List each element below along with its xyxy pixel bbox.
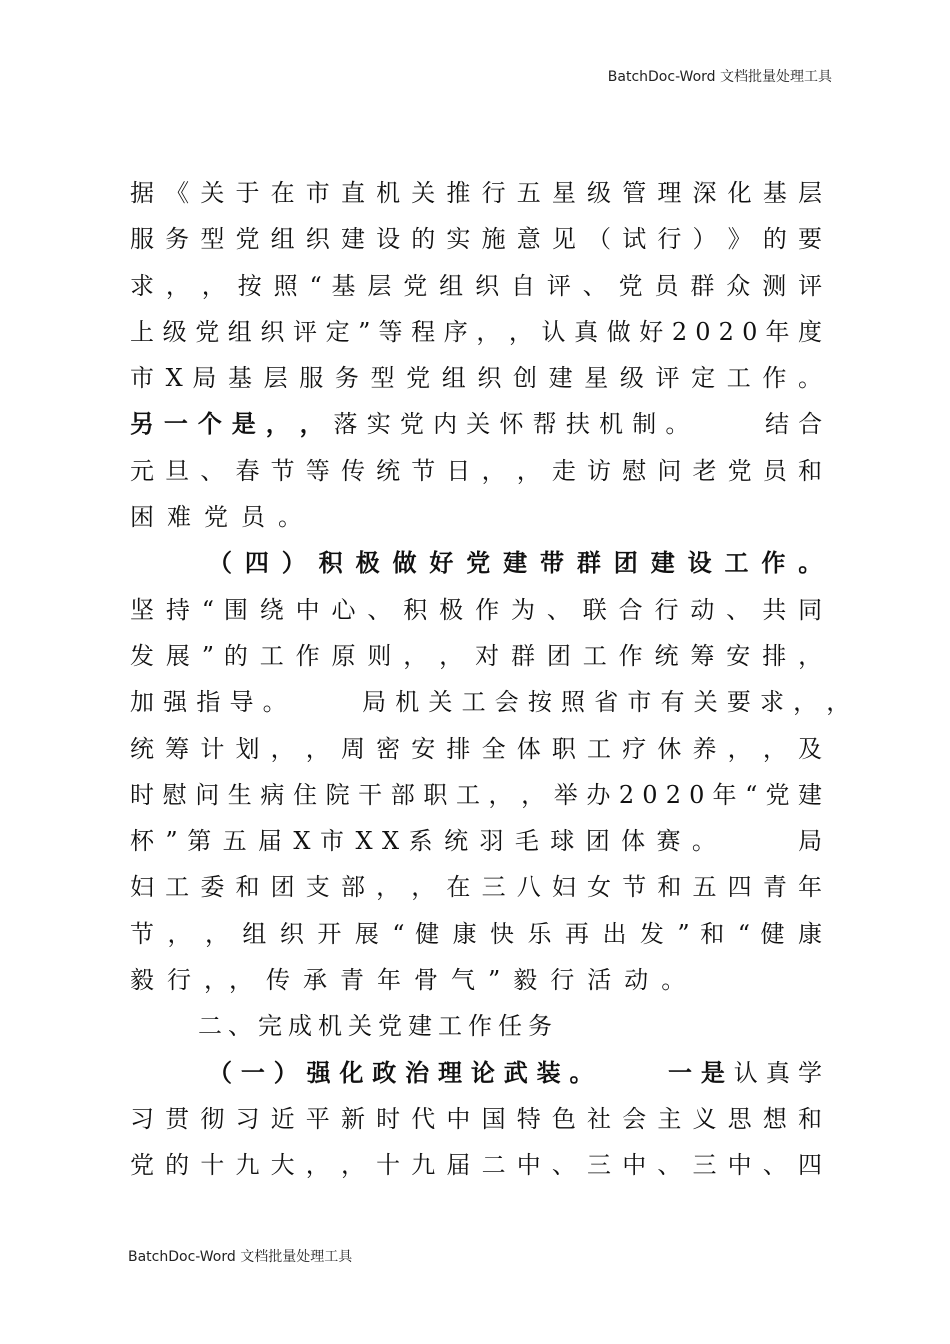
paragraph-line: 加 强 指 导 。 局 机 关 工 会 按 照 省 市 有 关 要 求 ， ， xyxy=(130,688,851,717)
paragraph-line: 上 级 党 组 织 评 定 ” 等 程 序 ， ， 认 真 做 好 2 0 2 0 年 度 xyxy=(130,317,823,346)
paragraph-line: 市 X 局 基 层 服 务 型 党 组 织 创 建 星 级 评 定 工 作 。 xyxy=(130,364,822,393)
paragraph-line: 坚 持 “ 围 绕 中 心 、 积 极 作 为 、 联 合 行 动 、 共 同 xyxy=(130,595,823,624)
document-body xyxy=(130,170,850,1189)
subsection-heading: （ 一 ） 强 化 政 治 理 论 武 装 。 一 是 认 真 学 xyxy=(208,1057,823,1087)
page-footer: BatchDoc-Word 文档批量处理工具 xyxy=(128,1249,353,1265)
paragraph-line: 发 展 ” 的 工 作 原 则 ， ， 对 群 团 工 作 统 筹 安 排 ， xyxy=(130,641,823,670)
page-header: BatchDoc-Word 文档批量处理工具 xyxy=(607,69,832,85)
paragraph-line: 统 筹 计 划 ， ， 周 密 安 排 全 体 职 工 疗 休 养 ， ， 及 xyxy=(130,734,822,763)
paragraph-line: 据 《 关 于 在 市 直 机 关 推 行 五 星 级 管 理 深 化 基 层 xyxy=(130,179,822,207)
paragraph-line: 服 务 型 党 组 织 建 设 的 实 施 意 见 （ 试 行 ） 》 的 要 xyxy=(130,225,822,254)
paragraph-line: 杯 ” 第 五 届 X 市 X X 系 统 羽 毛 球 团 体 赛 。 局 xyxy=(130,827,823,856)
paragraph-line: 另 一 个 是 ， ， 落 实 党 内 关 怀 帮 扶 机 制 。 结 合 xyxy=(130,409,823,439)
paragraph-line: 妇 工 委 和 团 支 部 ， ， 在 三 八 妇 女 节 和 五 四 青 年 xyxy=(130,873,822,902)
paragraph-line: 求 ， ， 按 照 “ 基 层 党 组 织 自 评 、 党 员 群 众 测 评 xyxy=(130,271,823,300)
paragraph-line: 党 的 十 九 大 ， ， 十 九 届 二 中 、 三 中 、 三 中 、 四 xyxy=(130,1151,822,1180)
bold-lead: 另 一 个 是 ， ， xyxy=(130,409,325,439)
paragraph-line: 习 贯 彻 习 近 平 新 时 代 中 国 特 色 社 会 主 义 思 想 和 xyxy=(130,1104,822,1133)
paragraph-line: 元 旦 、 春 节 等 传 统 节 日 ， ， 走 访 慰 问 老 党 员 和 xyxy=(130,456,822,485)
paragraph-line: 时 慰 问 生 病 住 院 干 部 职 工 ， ， 举 办 2 0 2 0 年 “ 党 建 xyxy=(130,780,823,809)
paragraph-line: 节 ， ， 组 织 开 展 “ 健 康 快 乐 再 出 发 ” 和 “ 健 康 xyxy=(130,919,822,948)
paragraph-line: 毅行，，传承青年骨气”毅行活动。 xyxy=(130,966,699,995)
section-heading: 二、完成机关党建工作任务 xyxy=(198,1012,558,1041)
section-heading: （ 四 ） 积 极 做 好 党 建 带 群 团 建 设 工 作 。 xyxy=(208,548,823,578)
paragraph-line: 困难党员。 xyxy=(130,503,315,532)
